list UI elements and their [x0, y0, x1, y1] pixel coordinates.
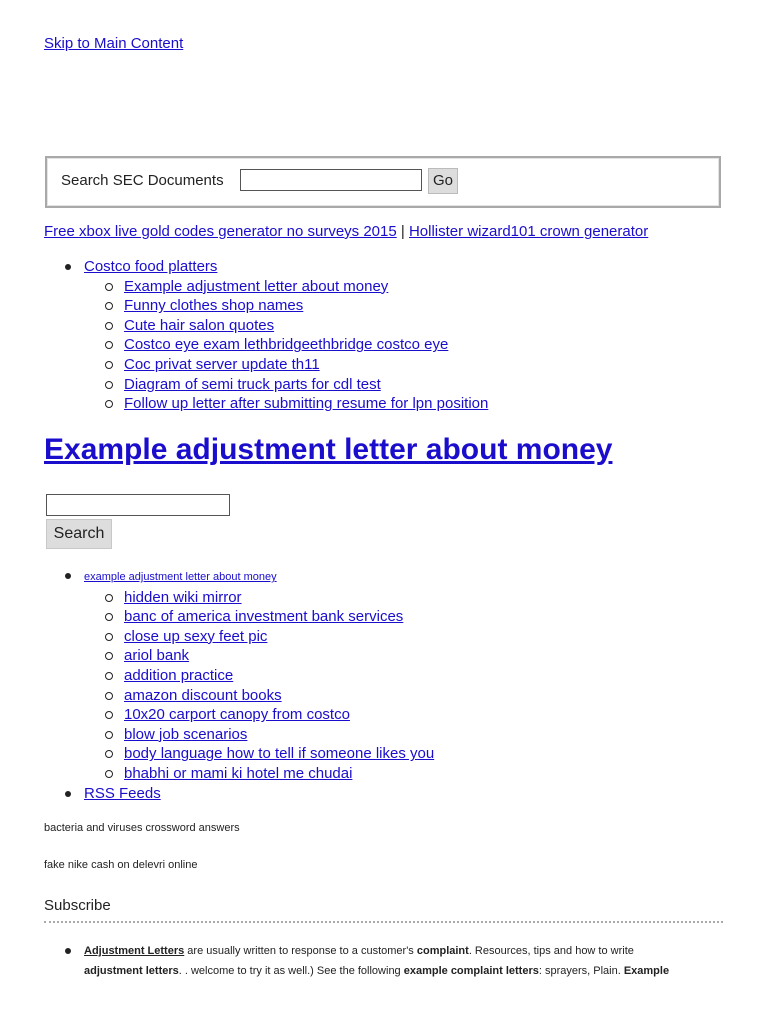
- topic-link[interactable]: close up sexy feet pic: [124, 627, 268, 645]
- example-complaint-letters-term: example complaint letters: [403, 964, 539, 977]
- nav-link[interactable]: Funny clothes shop names: [124, 297, 304, 315]
- list-item: [0, 686, 434, 706]
- rss-feeds-link[interactable]: RSS Feeds: [84, 784, 161, 802]
- list-item: [0, 375, 488, 395]
- topic-list: [0, 566, 434, 803]
- site-search-input[interactable]: [46, 494, 230, 516]
- nav-link[interactable]: Diagram of semi truck parts for cdl test: [124, 375, 381, 393]
- topic-link[interactable]: banc of america investment bank services: [124, 608, 404, 626]
- list-item: [0, 277, 488, 297]
- topic-sublist: [84, 588, 434, 784]
- adjustment-letters-link[interactable]: Adjustment Letters: [84, 945, 185, 957]
- plain-text-bacteria: bacteria and viruses crossword answers: [44, 822, 240, 834]
- list-item: [0, 744, 434, 764]
- hollister-link[interactable]: Hollister wizard101 crown generator: [408, 223, 649, 240]
- list-item: [0, 296, 488, 316]
- list-item: [0, 394, 488, 414]
- topic-link[interactable]: hidden wiki mirror: [124, 588, 242, 606]
- nav-link[interactable]: Cute hair salon quotes: [124, 316, 275, 334]
- adjustment-letters-term: adjustment letters: [84, 964, 179, 977]
- list-item: [0, 316, 488, 336]
- list-item: [0, 666, 434, 686]
- topic-list-item: [0, 784, 434, 804]
- topic-link[interactable]: addition practice: [124, 666, 234, 684]
- nav-link[interactable]: Example adjustment letter about money: [124, 277, 389, 295]
- topic-link[interactable]: ariol bank: [124, 647, 190, 665]
- sec-search-box: [45, 156, 721, 208]
- sec-search-input[interactable]: [240, 169, 422, 191]
- bullet: [65, 948, 71, 954]
- nav-list: [0, 257, 488, 414]
- topic-link[interactable]: 10x20 carport canopy from costco: [124, 706, 350, 724]
- topic-parent-link[interactable]: example adjustment letter about money: [84, 571, 277, 583]
- list-item: [0, 355, 488, 375]
- nav-link[interactable]: Coc privat server update th11: [124, 355, 320, 373]
- topic-link[interactable]: body language how to tell if someone likes you: [124, 745, 435, 763]
- list-item: [0, 705, 434, 725]
- list-item: [0, 335, 488, 355]
- list-item: [0, 588, 434, 608]
- complaint-term: complaint: [416, 945, 469, 957]
- nav-list-item: [0, 257, 488, 414]
- topic-link[interactable]: bhabhi or mami ki hotel me chudai: [124, 764, 353, 782]
- plain-text-nike: fake nike cash on delevri online: [44, 859, 198, 871]
- skip-to-main-link[interactable]: Skip to Main Content: [44, 35, 184, 52]
- nav-parent-link[interactable]: Costco food platters: [84, 258, 218, 275]
- nav-sublist: [84, 277, 488, 414]
- example-term: Example: [623, 964, 670, 977]
- subscribe-paragraph: Adjustment Letters are usually written to response to a customer's complaint. Resources, tips and how to write adjustment letters. . welcome to try it as well.) See the following example complaint letters: sprayers, Plain. Example: [84, 945, 670, 977]
- topic-link[interactable]: blow job scenarios: [124, 725, 248, 743]
- link-separator: |: [400, 223, 405, 240]
- sec-search-label: Search SEC Documents: [61, 172, 224, 189]
- nav-link[interactable]: Costco eye exam lethbridgeethbridge costco eye: [124, 336, 449, 354]
- top-links: [44, 223, 648, 240]
- subscribe-heading: Subscribe: [44, 897, 111, 914]
- list-item: [0, 646, 434, 666]
- list-item: [0, 627, 434, 647]
- divider: [44, 921, 723, 923]
- list-item: [0, 764, 434, 784]
- list-item: [0, 725, 434, 745]
- list-item: [0, 607, 434, 627]
- go-button[interactable]: Go: [428, 168, 458, 194]
- topic-link[interactable]: amazon discount books: [124, 686, 282, 704]
- nav-link[interactable]: Follow up letter after submitting resume for lpn position: [124, 395, 489, 413]
- search-button[interactable]: Search: [46, 519, 112, 549]
- xbox-gold-link[interactable]: Free xbox live gold codes generator no surveys 2015: [44, 223, 397, 240]
- page-title[interactable]: Example adjustment letter about money: [44, 433, 613, 466]
- topic-list-item: [0, 566, 434, 784]
